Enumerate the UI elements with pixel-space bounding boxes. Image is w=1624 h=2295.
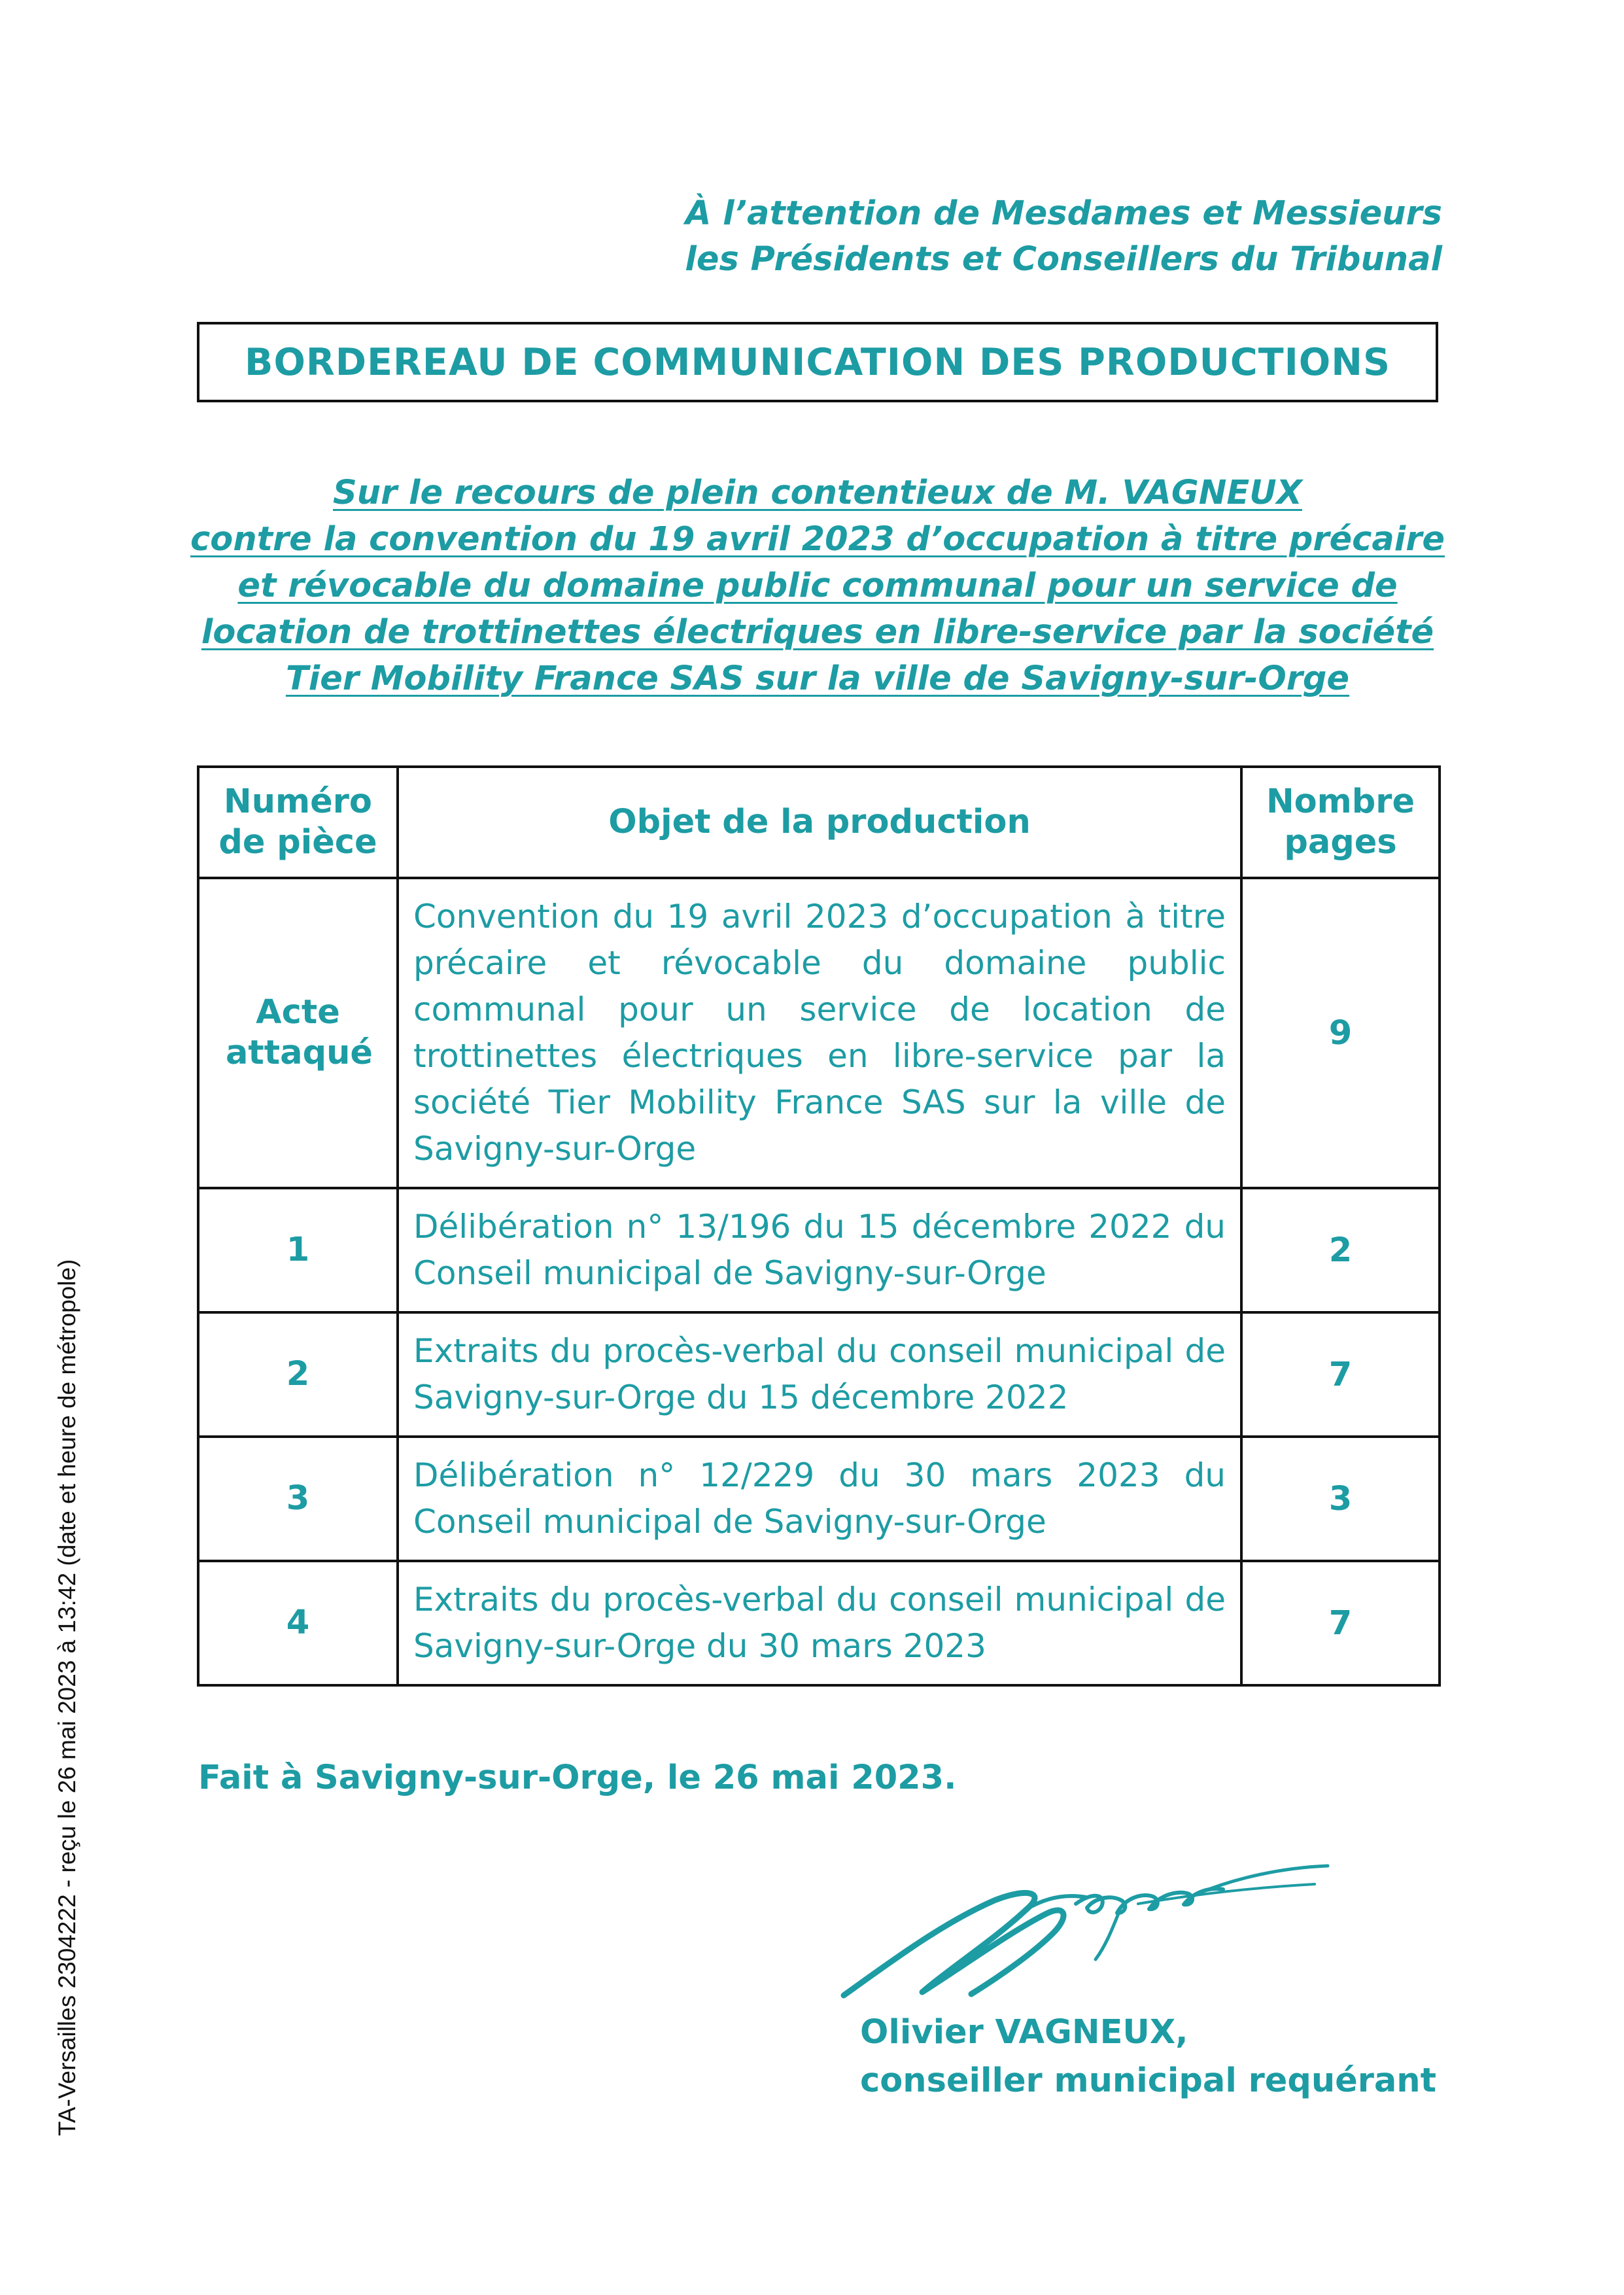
table-row	[198, 1561, 1440, 1685]
cell-objet: Extraits du procès-verbal du conseil municipal de Savigny-sur-Orge du 15 décembre 2022	[398, 1312, 1241, 1437]
cell-objet: Délibération n° 13/196 du 15 décembre 2022 du Conseil municipal de Savigny-sur-Orge	[398, 1188, 1241, 1312]
cell-numero: 3	[198, 1437, 398, 1561]
table-row	[198, 1188, 1440, 1312]
signer-block	[860, 2008, 1436, 2105]
cell-objet: Délibération n° 12/229 du 30 mars 2023 du Conseil municipal de Savigny-sur-Orge	[398, 1437, 1241, 1561]
header-numero: Numéro de pièce	[198, 767, 398, 878]
cell-pages: 3	[1241, 1437, 1440, 1561]
cell-pages: 9	[1241, 878, 1440, 1188]
signer-role: conseiller municipal requérant	[860, 2061, 1436, 2100]
handwritten-signature-icon	[831, 1832, 1341, 2028]
document-title-box	[197, 322, 1438, 402]
cell-numero: 4	[198, 1561, 398, 1685]
cell-pages: 2	[1241, 1188, 1440, 1312]
table-row	[198, 1312, 1440, 1437]
table-header-row	[198, 767, 1440, 878]
subject-block	[157, 470, 1478, 702]
attention-block	[685, 191, 1442, 283]
header-pages: Nombre pages	[1241, 767, 1440, 878]
cell-numero: 1	[198, 1188, 398, 1312]
place-date-line: Fait à Savigny-sur-Orge, le 26 mai 2023.	[198, 1759, 957, 1797]
cell-objet: Extraits du procès-verbal du conseil municipal de Savigny-sur-Orge du 30 mars 2023	[398, 1561, 1241, 1685]
cell-numero: Acte attaqué	[198, 878, 398, 1188]
header-objet: Objet de la production	[398, 767, 1241, 878]
productions-table	[197, 765, 1441, 1687]
signer-name: Olivier VAGNEUX,	[860, 2013, 1188, 2052]
cell-objet: Convention du 19 avril 2023 d’occupation à titre précaire et révocable du domaine public communal pour un service de location de trottinettes électriques en libre-service par la société Tier Mobility France SAS sur la ville de Savigny-sur-Orge	[398, 878, 1241, 1188]
court-receipt-stamp: TA-Versailles 2304222 - reçu le 26 mai 2023 à 13:42 (date et heure de métropole)	[54, 1259, 80, 2136]
subject-line: Sur le recours de plein contentieux de M. VAGNEUX	[333, 474, 1302, 512]
table-row	[198, 878, 1440, 1188]
subject-line: et révocable du domaine public communal pour un service de	[237, 567, 1398, 605]
cell-pages: 7	[1241, 1561, 1440, 1685]
attention-line-1: À l’attention de Mesdames et Messieurs	[685, 194, 1442, 233]
subject-line: Tier Mobility France SAS sur la ville de Savigny-sur-Orge	[285, 659, 1350, 698]
subject-line: contre la convention du 19 avril 2023 d’occupation à titre précaire	[190, 520, 1445, 559]
attention-line-2: les Présidents et Conseillers du Tribunal	[685, 240, 1442, 279]
table-row	[198, 1437, 1440, 1561]
cell-pages: 7	[1241, 1312, 1440, 1437]
subject-line: location de trottinettes électriques en libre-service par la société	[201, 613, 1434, 652]
cell-numero: 2	[198, 1312, 398, 1437]
document-title: BORDEREAU DE COMMUNICATION DES PRODUCTIONS	[245, 340, 1391, 384]
